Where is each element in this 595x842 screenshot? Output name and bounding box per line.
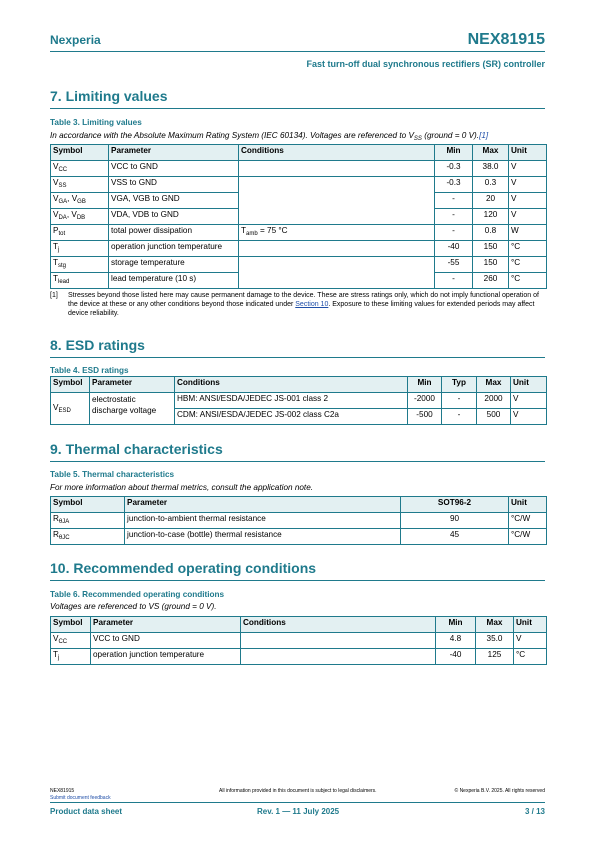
col-header-symbol: Symbol: [51, 145, 109, 161]
parameter-cell: electrostatic discharge voltage: [90, 393, 175, 425]
col-header-conditions: Conditions: [239, 145, 435, 161]
table-row: [51, 273, 547, 289]
recommended-conditions-table: [50, 616, 547, 665]
max-cell: 35.0: [476, 633, 514, 649]
table-row: [51, 257, 547, 273]
col-header-symbol: Symbol: [51, 617, 91, 633]
max-cell: 20: [473, 193, 509, 209]
conditions-cell: [239, 257, 435, 273]
col-header-package: SOT96-2: [401, 497, 509, 513]
section-rule: [50, 461, 545, 462]
footnote-text: Stresses beyond those listed here may cause permanent damage to the device. These are stress ratings only, which do not imply functional operation of the device at these or any other conditions beyond those indicated under Section 10. Exposure to these limiting values for extended periods may affect device reliability.: [68, 292, 539, 317]
symbol-cell: $T_{stg}$: [51, 257, 109, 273]
note-text-post: (ground = 0 V).: [421, 131, 480, 140]
document-subtitle: Fast turn-off dual synchronous rectifiers (SR) controller: [306, 59, 545, 69]
table-row: [51, 209, 547, 225]
page-number: 3 / 13: [524, 807, 545, 816]
symbol-cell: $V_{GA}$, $V_{GB}$: [51, 193, 109, 209]
col-header-symbol: Symbol: [51, 377, 90, 393]
section-rule: [50, 580, 545, 581]
note-sub: SS: [413, 136, 422, 142]
table-row: [51, 529, 547, 545]
symbol-cell: $T_{lead}$: [51, 273, 109, 289]
legal-disclaimer: All information provided in this document is subject to legal disclaimers.: [219, 788, 377, 794]
conditions-cell: [239, 193, 435, 209]
col-header-max: Max: [473, 145, 509, 161]
parameter-cell: VSS to GND: [109, 177, 239, 193]
thermal-table: [50, 496, 547, 545]
table-row: [51, 161, 547, 177]
section-rule: [50, 357, 545, 358]
min-cell: -0.3: [435, 161, 473, 177]
unit-cell: V: [509, 177, 547, 193]
col-header-unit: Unit: [509, 145, 547, 161]
parameter-cell: operation junction temperature: [91, 649, 241, 665]
value-cell: 90: [401, 513, 509, 529]
conditions-cell: $T_{amb} = 75$ °C: [239, 225, 435, 241]
document-id: NEX81915: [467, 31, 545, 48]
symbol-cell: $T_j$: [51, 649, 91, 665]
col-header-parameter: Parameter: [125, 497, 401, 513]
col-header-min: Min: [436, 617, 476, 633]
parameter-cell: VCC to GND: [91, 633, 241, 649]
conditions-cell: [239, 177, 435, 193]
symbol-cell: $V_{CC}$: [51, 161, 109, 177]
symbol-cell: $T_j$: [51, 241, 109, 257]
parameter-cell: junction-to-ambient thermal resistance: [125, 513, 401, 529]
footnote-index: [1]: [50, 292, 58, 299]
feedback-link[interactable]: Submit document feedback: [50, 795, 111, 801]
table-title: Table 3. Limiting values: [50, 118, 142, 127]
limiting-values-table: [50, 144, 547, 289]
table-row: [51, 513, 547, 529]
min-cell: -: [435, 225, 473, 241]
max-cell: 125: [476, 649, 514, 665]
section-title-recommended: 10. Recommended operating conditions: [50, 560, 317, 576]
min-cell: -: [435, 273, 473, 289]
unit-cell: V: [509, 209, 547, 225]
unit-cell: °C: [509, 273, 547, 289]
header-rule: [50, 51, 545, 52]
conditions-cell: CDM: ANSI/ESDA/JEDEC JS-002 class C2a: [175, 409, 408, 425]
section-title-limiting-values: 7. Limiting values: [50, 88, 168, 104]
col-header-min: Min: [408, 377, 442, 393]
copyright: © Nexperia B.V. 2025. All rights reserved: [454, 788, 545, 794]
conditions-cell: [239, 209, 435, 225]
max-cell: 260: [473, 273, 509, 289]
symbol-cell: $V_{CC}$: [51, 633, 91, 649]
table-header-row: [51, 497, 547, 513]
table-title: Table 6. Recommended operating conditions: [50, 590, 225, 599]
min-cell: -55: [435, 257, 473, 273]
min-cell: -40: [436, 649, 476, 665]
col-header-parameter: Parameter: [91, 617, 241, 633]
footnote-ref-link[interactable]: [1]: [479, 131, 489, 140]
col-header-parameter: Parameter: [109, 145, 239, 161]
col-header-symbol: Symbol: [51, 497, 125, 513]
unit-cell: °C: [509, 241, 547, 257]
revision: Rev. 1 — 11 July 2025: [257, 807, 340, 816]
min-cell: -: [435, 209, 473, 225]
footnote: [50, 291, 545, 318]
unit-cell: V: [511, 393, 547, 409]
parameter-cell: storage temperature: [109, 257, 239, 273]
unit-cell: °C/W: [509, 513, 547, 529]
typ-cell: -: [442, 393, 477, 409]
min-cell: -40: [435, 241, 473, 257]
symbol-cell: $P_{tot}$: [51, 225, 109, 241]
table-row: [51, 393, 547, 409]
min-cell: -0.3: [435, 177, 473, 193]
parameter-cell: VDA, VDB to GND: [109, 209, 239, 225]
section-rule: [50, 108, 545, 109]
unit-cell: W: [509, 225, 547, 241]
section-title-thermal: 9. Thermal characteristics: [50, 441, 223, 457]
conditions-cell: [239, 241, 435, 257]
unit-cell: V: [511, 409, 547, 425]
max-cell: 120: [473, 209, 509, 225]
col-header-min: Min: [435, 145, 473, 161]
value-cell: 45: [401, 529, 509, 545]
section-10-link[interactable]: Section 10: [295, 301, 329, 308]
symbol-cell: $V_{ESD}$: [51, 393, 90, 425]
unit-cell: °C: [514, 649, 547, 665]
symbol-cell: $R_{\theta JA}$: [51, 513, 125, 529]
parameter-cell: lead temperature (10 s): [109, 273, 239, 289]
col-header-typ: Typ: [442, 377, 477, 393]
table-row: [51, 177, 547, 193]
min-cell: -2000: [408, 393, 442, 409]
table-header-row: [51, 377, 547, 393]
conditions-cell: HBM: ANSI/ESDA/JEDEC JS-001 class 2: [175, 393, 408, 409]
table-title: Table 5. Thermal characteristics: [50, 470, 175, 479]
conditions-cell: [239, 273, 435, 289]
unit-cell: V: [514, 633, 547, 649]
table-header-row: [51, 617, 547, 633]
symbol-cell: $R_{\theta JC}$: [51, 529, 125, 545]
table-row: [51, 193, 547, 209]
table-header-row: [51, 145, 547, 161]
unit-cell: °C: [509, 257, 547, 273]
max-cell: 150: [473, 241, 509, 257]
table-title: Table 4. ESD ratings: [50, 366, 129, 375]
footer-doc-id: NEX81915: [50, 788, 75, 794]
min-cell: 4.8: [436, 633, 476, 649]
col-header-unit: Unit: [511, 377, 547, 393]
max-cell: 2000: [477, 393, 511, 409]
symbol-cell: $V_{DA}$, $V_{DB}$: [51, 209, 109, 225]
unit-cell: V: [509, 193, 547, 209]
col-header-unit: Unit: [514, 617, 547, 633]
document-type: Product data sheet: [50, 807, 123, 816]
table-row: [51, 225, 547, 241]
parameter-cell: operation junction temperature: [109, 241, 239, 257]
symbol-cell: $V_{SS}$: [51, 177, 109, 193]
parameter-cell: VCC to GND: [109, 161, 239, 177]
max-cell: 0.8: [473, 225, 509, 241]
parameter-cell: junction-to-case (bottle) thermal resistance: [125, 529, 401, 545]
max-cell: 150: [473, 257, 509, 273]
unit-cell: °C/W: [509, 529, 547, 545]
min-cell: -500: [408, 409, 442, 425]
note-text: In accordance with the Absolute Maximum Rating System (IEC 60134). Voltages are referenced to V: [50, 131, 414, 140]
section-title-esd-ratings: 8. ESD ratings: [50, 337, 145, 353]
typ-cell: -: [442, 409, 477, 425]
table-row: [51, 241, 547, 257]
table-note: Voltages are referenced to VS (ground = 0 V).: [50, 602, 217, 611]
unit-cell: V: [509, 161, 547, 177]
col-header-max: Max: [477, 377, 511, 393]
conditions-cell: [239, 161, 435, 177]
max-cell: 0.3: [473, 177, 509, 193]
table-note: For more information about thermal metrics, consult the application note.: [50, 483, 314, 492]
col-header-parameter: Parameter: [90, 377, 175, 393]
footer-rule: [50, 802, 545, 803]
conditions-cell: [241, 633, 436, 649]
esd-ratings-table: [50, 376, 547, 425]
max-cell: 500: [477, 409, 511, 425]
col-header-unit: Unit: [509, 497, 547, 513]
parameter-cell: total power dissipation: [109, 225, 239, 241]
conditions-cell: [241, 649, 436, 665]
col-header-conditions: Conditions: [241, 617, 436, 633]
col-header-max: Max: [476, 617, 514, 633]
table-row: [51, 649, 547, 665]
table-row: [51, 633, 547, 649]
max-cell: 38.0: [473, 161, 509, 177]
table-note: [50, 131, 488, 142]
min-cell: -: [435, 193, 473, 209]
brand-name: Nexperia: [50, 33, 101, 47]
parameter-cell: VGA, VGB to GND: [109, 193, 239, 209]
col-header-conditions: Conditions: [175, 377, 408, 393]
